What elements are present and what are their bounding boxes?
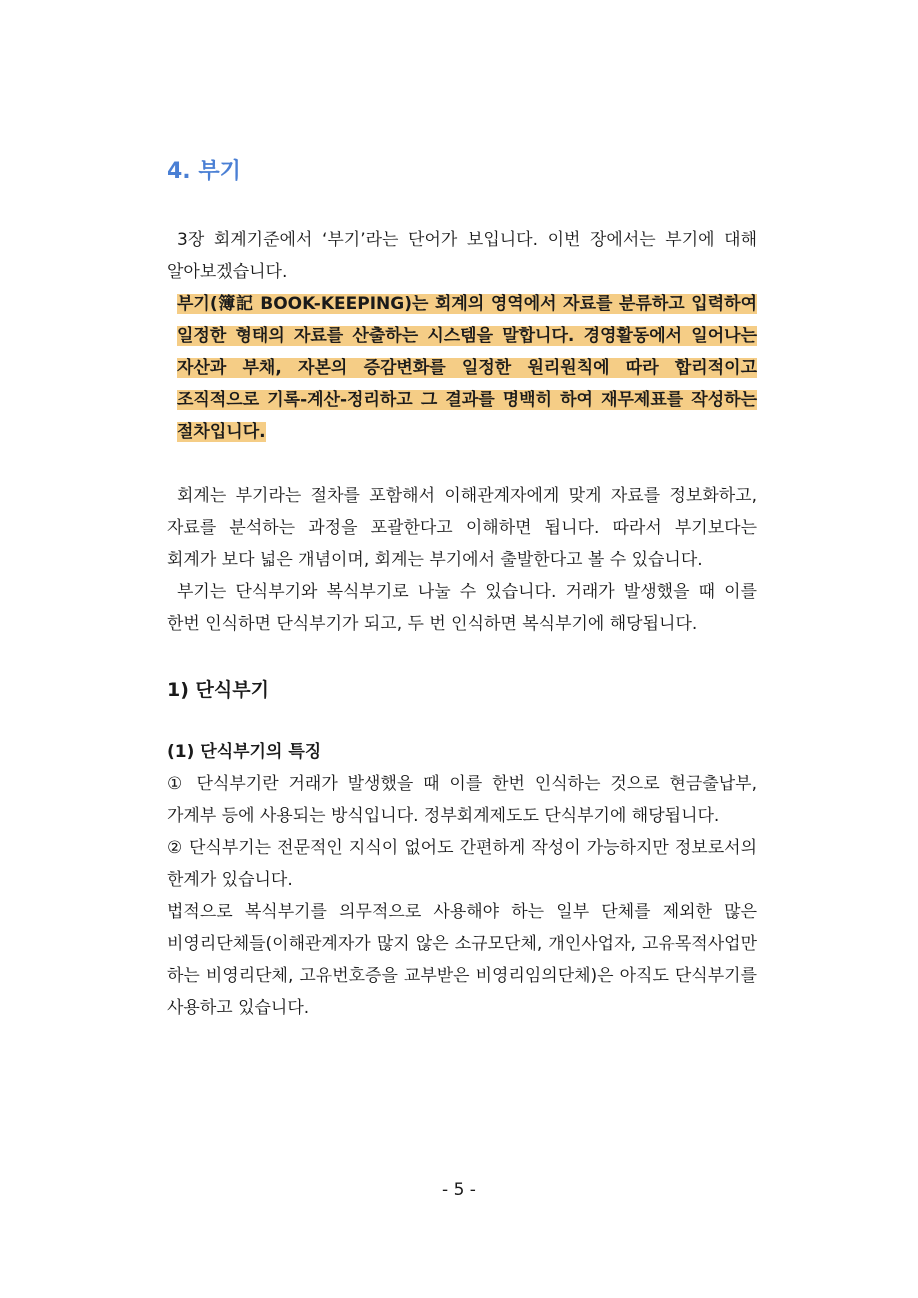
- intro-paragraph: 3장 회계기준에서 ‘부기’라는 단어가 보입니다. 이번 장에서는 부기에 대해 알아보겠습니다.: [167, 230, 757, 282]
- subsection-title: 1) 단식부기: [167, 679, 269, 701]
- list-item-2: ② 단식부기는 전문적인 지식이 없어도 간편하게 작성이 가능하지만 정보로서의 한계가 있습니다.: [167, 838, 757, 890]
- types-paragraph: 부기는 단식부기와 복식부기로 나눌 수 있습니다. 거래가 발생했을 때 이를 한번 인식하면 단식부기가 되고, 두 번 인식하면 복식부기에 해당됩니다.: [167, 582, 757, 634]
- page-number: - 5 -: [442, 1180, 476, 1200]
- section-title: 4. 부기: [167, 159, 241, 184]
- list-item-1: ① 단식부기란 거래가 발생했을 때 이를 한번 인식하는 것으로 현금출납부, 가계부 등에 사용되는 방식입니다. 정부회계제도도 단식부기에 해당됩니다.: [167, 774, 757, 826]
- definition-highlight: 부기(簿記 BOOK-KEEPING)는 회계의 영역에서 자료를 분류하고 입력하여 일정한 형태의 자료를 산출하는 시스템을 말합니다. 경영활동에서 일어나는 자산과 부채, 자본의 증감변화를 일정한 원리원칙에 따라 합리적이고 조직적으로 기록-계산-정리하고 그 결과를 명백히 하여 재무제표를 작성하는 절차입니다.: [177, 294, 757, 442]
- accounting-paragraph: 회계는 부기라는 절차를 포함해서 이해관계자에게 맞게 자료를 정보화하고, 자료를 분석하는 과정을 포괄한다고 이해하면 됩니다. 따라서 부기보다는 회계가 보다 넓은 개념이며, 회계는 부기에서 출발한다고 볼 수 있습니다.: [167, 486, 757, 570]
- subsubsection-title: (1) 단식부기의 특징: [167, 742, 322, 762]
- nonprofit-paragraph: 법적으로 복식부기를 의무적으로 사용해야 하는 일부 단체를 제외한 많은 비영리단체들(이해관계자가 많지 않은 소규모단체, 개인사업자, 고유목적사업만 하는 비영리단체, 고유번호증을 교부받은 비영리임의단체)은 아직도 단식부기를 사용하고 있습니다.: [167, 902, 757, 1018]
- document-body: [167, 150, 757, 1024]
